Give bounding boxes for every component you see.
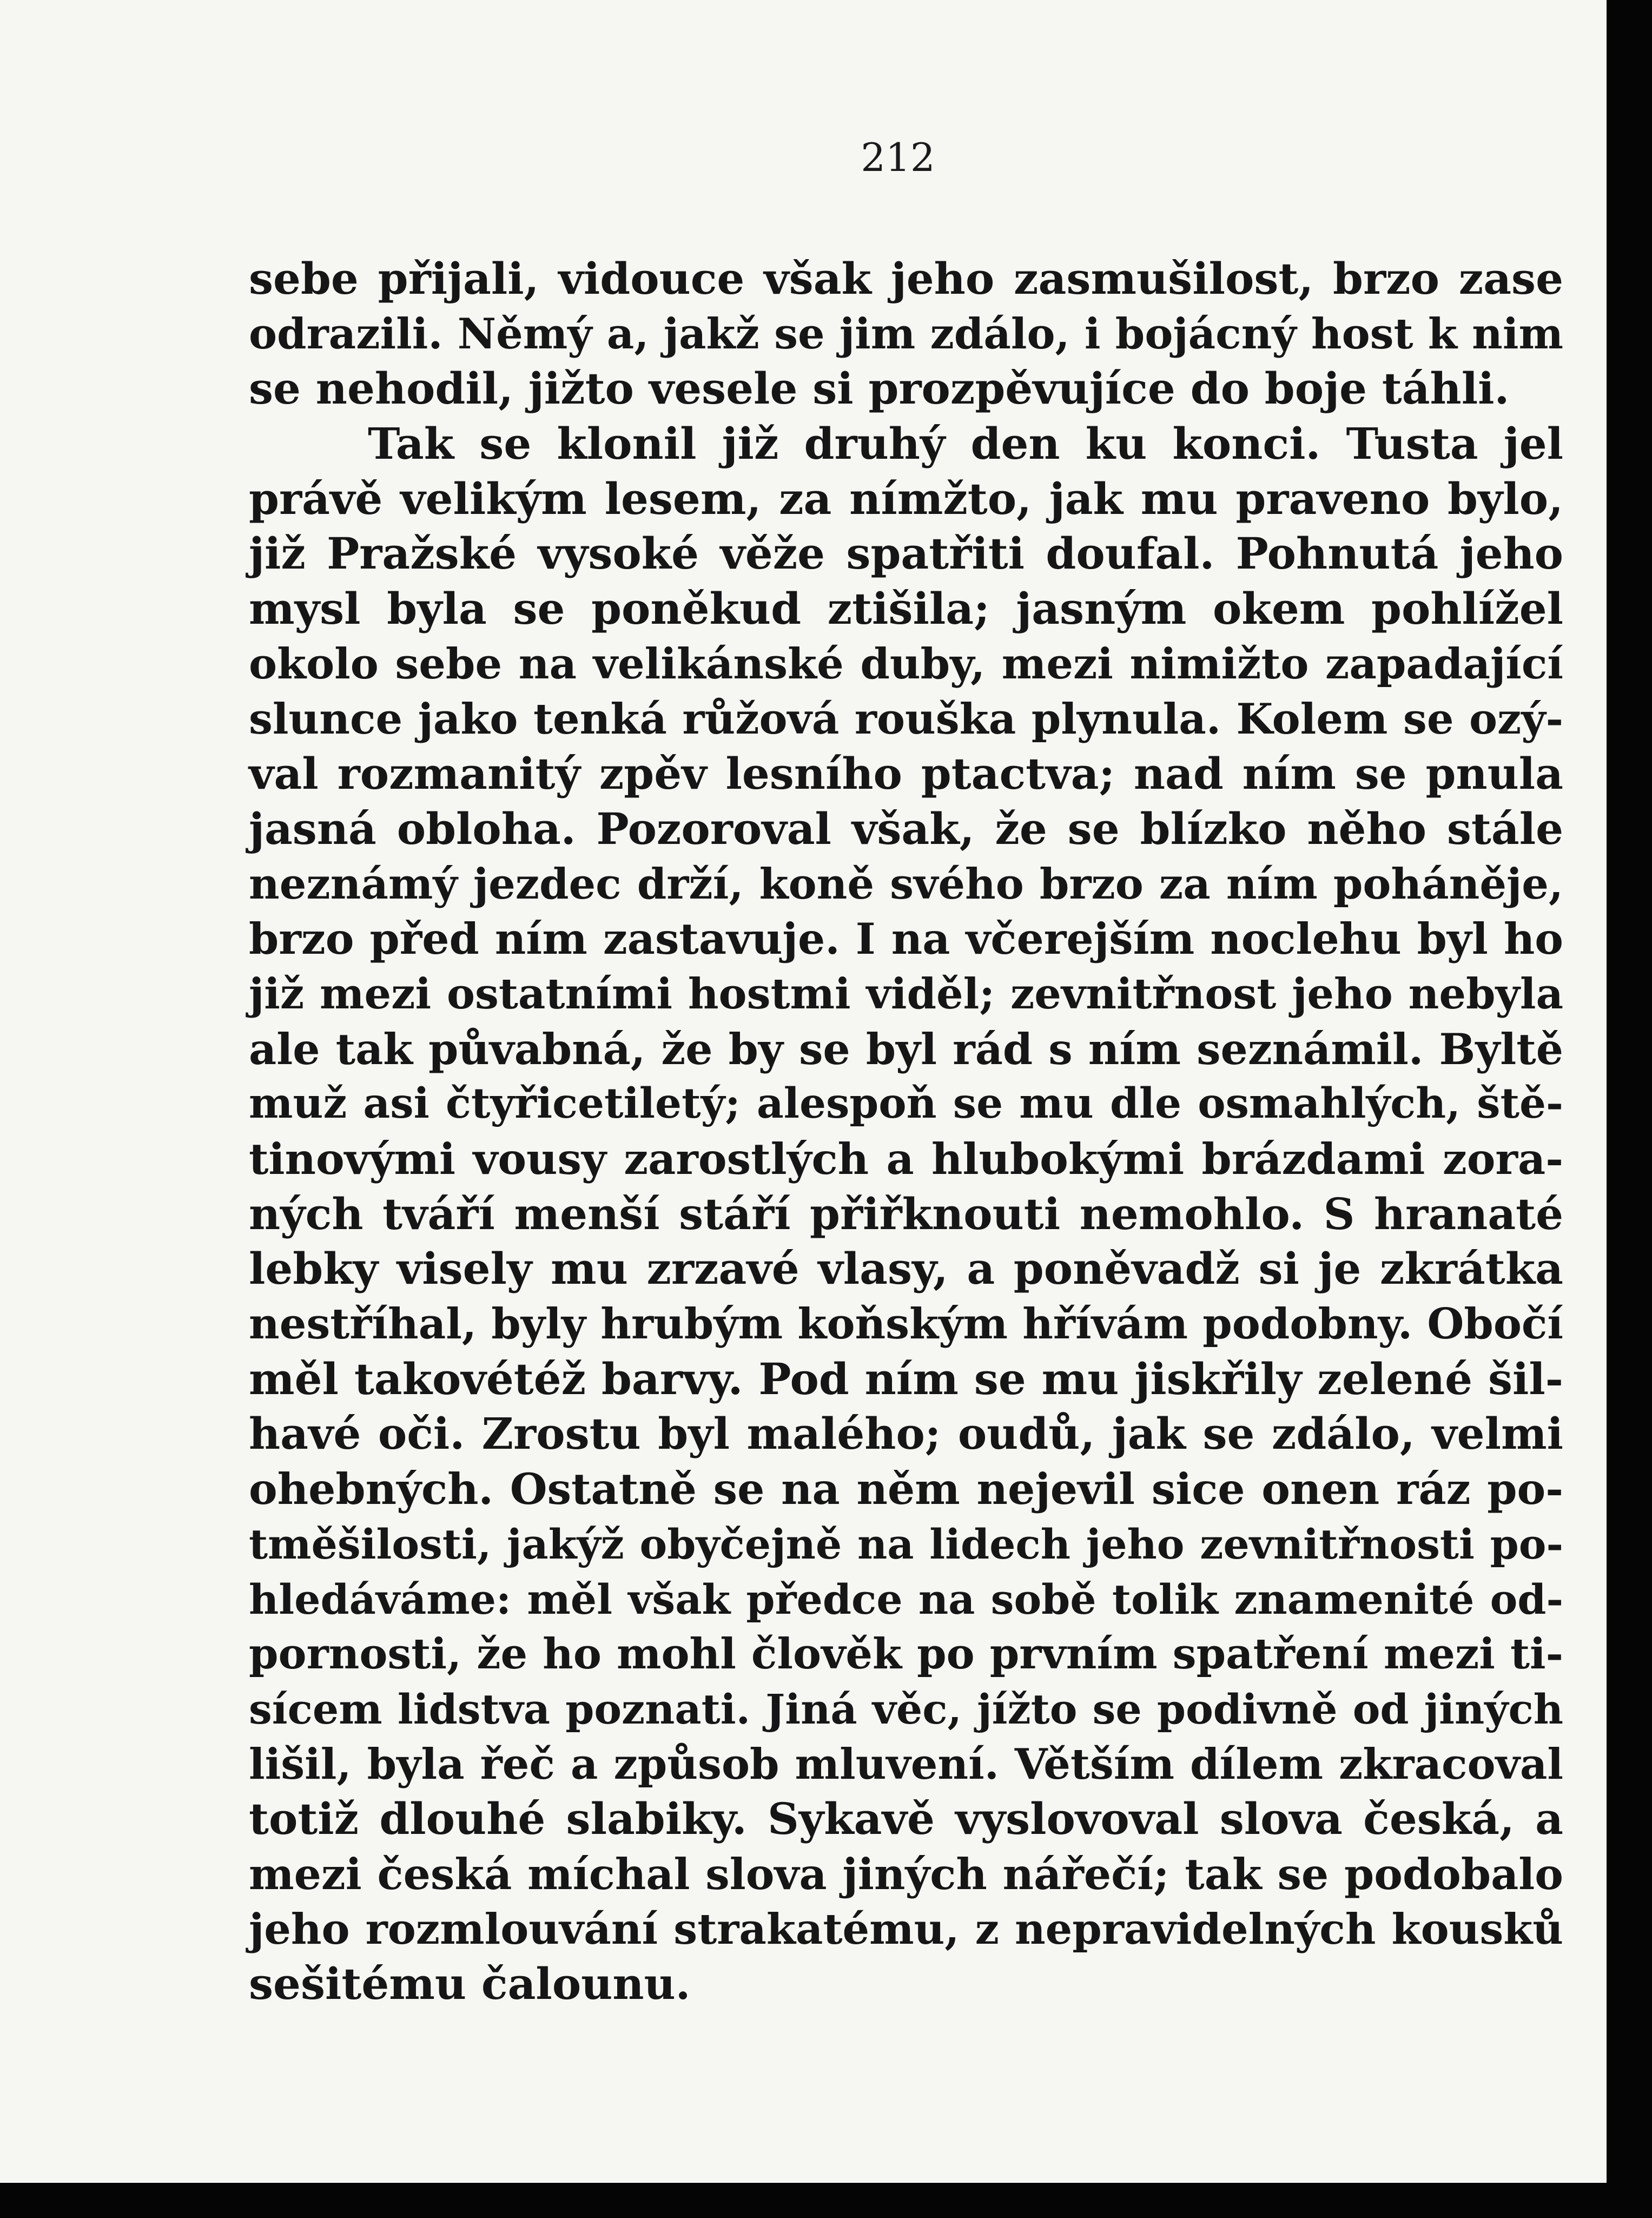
text-line: se nehodil, jižto vesele si prozpěvujíce do boje táhli. [249, 363, 1510, 414]
text-line: ných tváří menší stáří přiřknouti nemohlo. S hranaté [249, 1188, 1563, 1239]
text-line: okolo sebe na velikánské duby, mezi nimižto zapadající [249, 639, 1563, 689]
text-line: lišil, byla řeč a způsob mluvení. Větším dílem zkracoval [249, 1739, 1563, 1789]
text-line: nestříhal, byly hrubým koňským hřívám podobny. Obočí [249, 1299, 1563, 1349]
text-line: slunce jako tenká růžová rouška plynula. Kolem se ozý- [249, 694, 1563, 744]
text-line: hledáváme: měl však předce na sobě tolik znamenité od- [249, 1575, 1563, 1623]
text-line: muž asi čtyřicetiletý; alespoň se mu dle osmahlých, ště- [249, 1079, 1563, 1128]
text-line: havé oči. Zrostu byl malého; oudů, jak se zdálo, velmi [249, 1408, 1563, 1460]
text-line: měl takovétéž barvy. Pod ním se mu jiskřily zelené šil- [249, 1353, 1563, 1404]
text-line: jasná obloha. Pozoroval však, že se blízko něho stále [249, 803, 1563, 854]
text-line: sebe přijali, vidouce však jeho zasmušilost, brzo zase [249, 253, 1563, 304]
body-text [249, 252, 1563, 2012]
text-line: pornosti, že ho mohl člověk po prvním spatření mezi ti- [249, 1629, 1563, 1679]
text-line: val rozmanitý zpěv lesního ptactva; nad ním se pnula [249, 748, 1563, 800]
paragraph-first-line: Tak se klonil již druhý den ku konci. Tusta jel [368, 418, 1563, 470]
text-line: sícem lidstva poznati. Jiná věc, jížto se podivně od jiných [249, 1685, 1563, 1733]
text-line: brzo před ním zastavuje. I na včerejším noclehu byl ho [249, 914, 1563, 965]
text-line: tinovými vousy zarostlých a hlubokými brázdami zora- [249, 1134, 1563, 1184]
text-line: ohebných. Ostatně se na něm nejevil sice onen ráz po- [249, 1464, 1563, 1515]
text-line: lebky visely mu zrzavé vlasy, a poněvadž si je zkrátka [249, 1243, 1563, 1295]
text-line: mysl byla se poněkud ztišila; jasným okem pohlížel [249, 583, 1563, 635]
text-line: již Pražské vysoké věže spatřiti doufal. Pohnutá jeho [249, 528, 1563, 579]
text-line: ale tak půvabná, že by se byl rád s ním seznámil. Byltě [249, 1024, 1563, 1074]
text-line: právě velikým lesem, za nímžto, jak mu praveno bylo, [249, 473, 1563, 524]
text-line: mezi česká míchal slova jiných nářečí; tak se podobalo [249, 1849, 1563, 1899]
text-line: totiž dlouhé slabiky. Sykavě vyslovoval slova česká, a [249, 1793, 1563, 1845]
scan-border-bottom [0, 2183, 1652, 2218]
text-line: neznámý jezdec drží, koně svého brzo za ním poháněje, [249, 859, 1563, 909]
text-line: odrazili. Němý a, jakž se jim zdálo, i bojácný host k nim [249, 309, 1563, 359]
page-number: 212 [861, 135, 935, 180]
text-line: tměšilosti, jakýž obyčejně na lidech jeho zevnitřnosti po- [249, 1520, 1563, 1568]
text-line: již mezi ostatními hostmi viděl; zevnitřnost jeho nebyla [249, 969, 1563, 1019]
text-line: jeho rozmlouvání strakatému, z nepravidelných kousků [249, 1904, 1563, 1954]
scan-border-right [1607, 0, 1652, 2218]
text-line: sešitému čalounu. [249, 1958, 691, 2010]
